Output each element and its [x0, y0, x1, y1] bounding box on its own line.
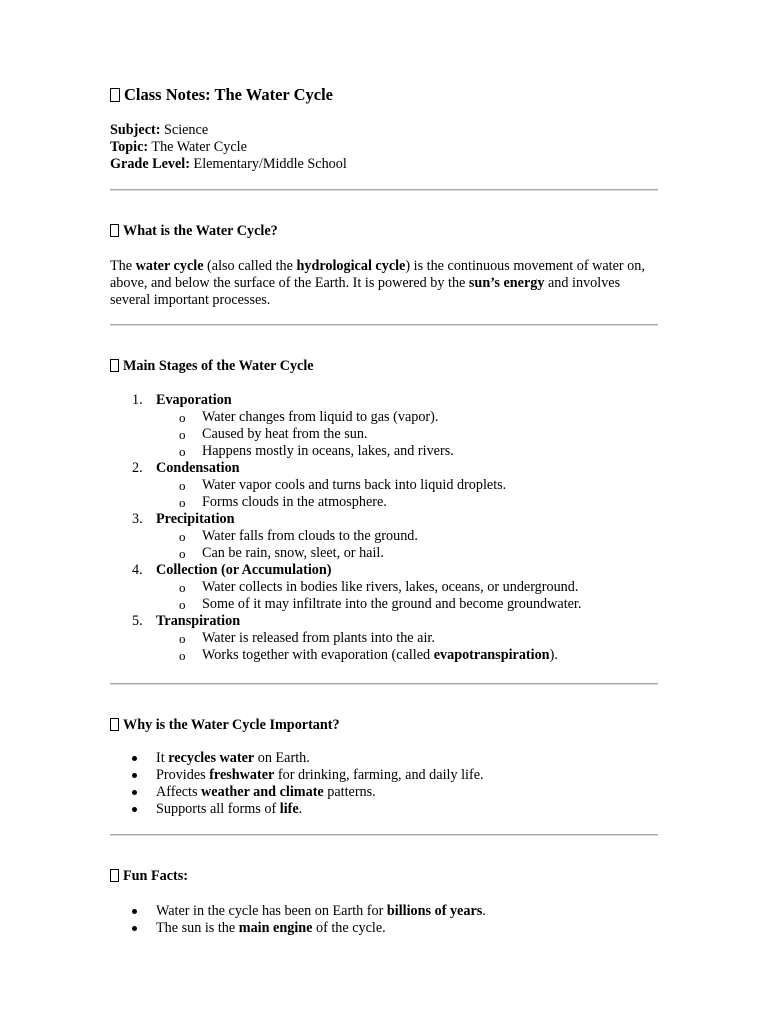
stage-point: o Works together with evaporation (called evapotranspiration).: [179, 647, 558, 663]
stage-point: o Water changes from liquid to gas (vapor).: [179, 409, 439, 425]
list-item: The sun is the main engine of the cycle.: [110, 920, 486, 937]
stage-point: o Water collects in bodies like rivers, lakes, oceans, or underground.: [179, 579, 579, 595]
bullet-icon: [132, 790, 137, 795]
divider: [110, 683, 658, 685]
bullet-icon: [132, 756, 137, 761]
list-item: Supports all forms of life.: [110, 801, 484, 818]
stage-name: Precipitation: [156, 511, 235, 527]
stage-item: 2. Condensation o Water vapor cools and turns back into liquid droplets. o Forms clouds in the atmosphere.: [110, 460, 670, 511]
stage-name: Collection (or Accumulation): [156, 562, 332, 578]
list-item: Water in the cycle has been on Earth for billions of years.: [110, 903, 486, 920]
facts-list: [110, 903, 486, 937]
document-meta: [110, 122, 347, 173]
stage-point: o Can be rain, snow, sleet, or hail.: [179, 545, 384, 561]
stage-point: o Water is released from plants into the air.: [179, 630, 435, 646]
list-item: Affects weather and climate patterns.: [110, 784, 484, 801]
stage-point: o Forms clouds in the atmosphere.: [179, 494, 387, 510]
stage-point: o Happens mostly in oceans, lakes, and rivers.: [179, 443, 454, 459]
missing-glyph-icon: [110, 359, 119, 372]
stage-point: o Caused by heat from the sun.: [179, 426, 368, 442]
divider: [110, 189, 658, 191]
stage-name: Condensation: [156, 460, 240, 476]
stage-point: o Some of it may infiltrate into the ground and become groundwater.: [179, 596, 582, 612]
meta-topic: Topic: The Water Cycle: [110, 139, 247, 155]
missing-glyph-icon: [110, 718, 119, 731]
meta-grade: Grade Level: Elementary/Middle School: [110, 156, 347, 172]
bullet-icon: [132, 807, 137, 812]
section-heading-stages: Main Stages of the Water Cycle: [110, 358, 314, 375]
stage-item: 1. Evaporation o Water changes from liquid to gas (vapor). o Caused by heat from the sun. o Happens mostly in oceans, lakes, and rivers.: [110, 392, 670, 460]
meta-subject: Subject: Science: [110, 122, 209, 138]
bullet-icon: [132, 773, 137, 778]
stage-point: o Water falls from clouds to the ground.: [179, 528, 418, 544]
list-item: It recycles water on Earth.: [110, 750, 484, 767]
missing-glyph-icon: [110, 88, 120, 102]
stage-name: Evaporation: [156, 392, 232, 408]
page-title: Class Notes: The Water Cycle: [110, 86, 333, 103]
section-heading-important: Why is the Water Cycle Important?: [110, 717, 340, 734]
stage-item: 5. Transpiration o Water is released from plants into the air. o Works together with evaporation (called evapotranspiration).: [110, 613, 670, 664]
divider: [110, 324, 658, 326]
stage-item: 3. Precipitation o Water falls from clouds to the ground. o Can be rain, snow, sleet, or hail.: [110, 511, 670, 562]
missing-glyph-icon: [110, 224, 119, 237]
divider: [110, 834, 658, 836]
section-heading-facts: Fun Facts:: [110, 868, 188, 885]
stage-name: Transpiration: [156, 613, 241, 629]
bullet-icon: [132, 926, 137, 931]
bullet-icon: [132, 909, 137, 914]
stages-list: [110, 392, 670, 664]
importance-list: [110, 750, 484, 818]
stage-item: 4. Collection (or Accumulation) o Water collects in bodies like rivers, lakes, oceans, or underground. o Some of it may infiltrate into the ground and become groundwater.: [110, 562, 670, 613]
list-item: Provides freshwater for drinking, farming, and daily life.: [110, 767, 484, 784]
section-heading-what: What is the Water Cycle?: [110, 223, 278, 240]
what-paragraph: The water cycle (also called the hydrological cycle) is the continuous movement of water on, above, and below the surface of the Earth. It is powered by the sun’s energy and involves several important processes.: [110, 258, 645, 308]
missing-glyph-icon: [110, 869, 119, 882]
stage-point: o Water vapor cools and turns back into liquid droplets.: [179, 477, 507, 493]
